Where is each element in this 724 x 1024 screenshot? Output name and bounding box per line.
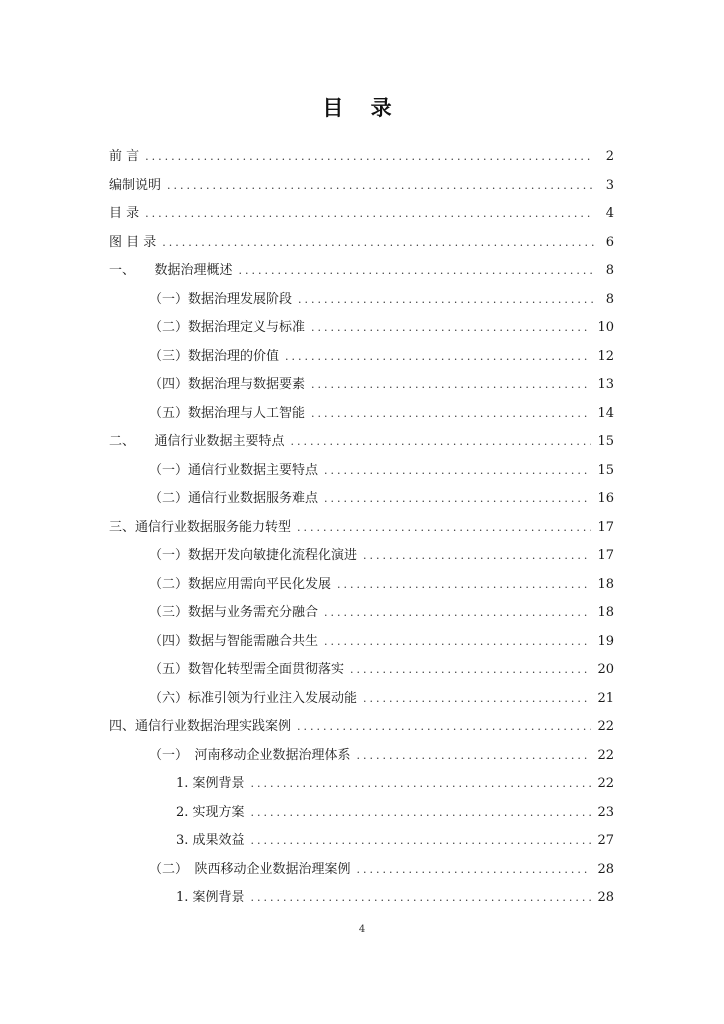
- toc-entry[interactable]: [109, 428, 614, 456]
- toc-entry-label: 3. 成果效益: [176, 833, 245, 848]
- toc-entry[interactable]: [149, 343, 614, 371]
- toc-entry[interactable]: [149, 542, 614, 570]
- toc-leader-dots: [251, 770, 592, 798]
- toc-entry[interactable]: [149, 571, 614, 599]
- toc-entry-label: 1. 案例背景: [176, 776, 245, 791]
- toc-entry-page: 8: [605, 263, 614, 278]
- toc-entry-label: （一）数据开发向敏捷化流程化演进: [149, 548, 358, 563]
- toc-entry-label: 二、 通信行业数据主要特点: [109, 434, 285, 449]
- toc-leader-dots: [298, 286, 594, 314]
- toc-entry-label: 一、 数据治理概述: [109, 263, 233, 278]
- toc-leader-dots: [145, 200, 594, 228]
- toc-entry[interactable]: [149, 400, 614, 428]
- toc-entry-page: 17: [597, 548, 614, 563]
- toc-leader-dots: [311, 371, 591, 399]
- toc-entry-page: 4: [605, 206, 614, 221]
- toc-leader-dots: [337, 571, 591, 599]
- toc-entry-label: （一） 河南移动企业数据治理体系: [149, 748, 351, 763]
- toc-entry-label: 三、通信行业数据服务能力转型: [109, 520, 292, 535]
- toc-entry-page: 12: [597, 349, 614, 364]
- toc-leader-dots: [291, 428, 592, 456]
- toc-entry-label: （五）数据治理与人工智能: [149, 406, 306, 421]
- toc-entry[interactable]: [149, 286, 614, 314]
- toc-entry[interactable]: [149, 742, 614, 770]
- toc-entry-label: （二）通信行业数据服务难点: [149, 491, 319, 506]
- toc-entry-page: 20: [597, 662, 614, 677]
- toc-leader-dots: [251, 799, 592, 827]
- toc-entry-page: 15: [597, 434, 614, 449]
- toc-entry[interactable]: [149, 656, 614, 684]
- toc-entry[interactable]: [149, 856, 614, 884]
- toc-entry[interactable]: [109, 257, 614, 285]
- toc-entry-label: （一）数据治理发展阶段: [149, 292, 293, 307]
- toc-entry[interactable]: [149, 685, 614, 713]
- toc-entry-page: 23: [597, 805, 614, 820]
- toc-entry-page: 28: [597, 862, 614, 877]
- toc-entry[interactable]: [176, 770, 614, 798]
- toc-entry-label: （四）数据与智能需融合共生: [149, 634, 319, 649]
- toc-entry-page: 22: [597, 776, 614, 791]
- toc-entry-label: （二） 陕西移动企业数据治理案例: [149, 862, 351, 877]
- toc-entry-label: 2. 实现方案: [176, 805, 245, 820]
- toc-leader-dots: [324, 628, 591, 656]
- toc-leader-dots: [311, 314, 591, 342]
- toc-entry[interactable]: [149, 485, 614, 513]
- toc-entry-page: 22: [597, 719, 614, 734]
- toc-entry[interactable]: [109, 229, 614, 257]
- toc-leader-dots: [363, 685, 591, 713]
- toc-leader-dots: [285, 343, 591, 371]
- toc-leader-dots: [297, 713, 591, 741]
- toc-entry[interactable]: [149, 371, 614, 399]
- toc-leader-dots: [162, 229, 594, 257]
- toc-entry-page: 13: [597, 377, 614, 392]
- toc-entry[interactable]: [149, 314, 614, 342]
- toc-entry[interactable]: [109, 143, 614, 171]
- toc-entry[interactable]: [109, 514, 614, 542]
- toc-leader-dots: [311, 400, 591, 428]
- toc-entry[interactable]: [176, 884, 614, 912]
- toc-leader-dots: [251, 827, 592, 855]
- toc-entry-label: 目 录: [109, 206, 140, 221]
- toc-leader-dots: [239, 257, 594, 285]
- toc-leader-dots: [357, 856, 592, 884]
- toc-entry-page: 2: [605, 149, 614, 164]
- toc-entry-label: 编制说明: [109, 178, 162, 193]
- page-number-footer: 4: [358, 924, 366, 935]
- toc-entry-page: 18: [597, 605, 614, 620]
- toc-entry-page: 22: [597, 748, 614, 763]
- toc-entry-page: 6: [605, 235, 614, 250]
- toc-entry[interactable]: [176, 827, 614, 855]
- toc-entry-page: 3: [605, 178, 614, 193]
- toc-entry[interactable]: [149, 457, 614, 485]
- toc-entry-page: 21: [597, 691, 614, 706]
- toc-entry-label: （三）数据与业务需充分融合: [149, 605, 319, 620]
- toc-entry-label: 1. 案例背景: [176, 890, 245, 905]
- toc-entry-page: 28: [597, 890, 614, 905]
- toc-entry-label: （四）数据治理与数据要素: [149, 377, 306, 392]
- toc-leader-dots: [363, 542, 591, 570]
- toc-entry[interactable]: [109, 200, 614, 228]
- toc-entry-label: （五）数智化转型需全面贯彻落实: [149, 662, 345, 677]
- toc-leader-dots: [324, 457, 591, 485]
- toc-entry-page: 14: [597, 406, 614, 421]
- toc-entry-page: 27: [597, 833, 614, 848]
- toc-entry-label: （六）标准引领为行业注入发展动能: [149, 691, 358, 706]
- toc-entry-page: 8: [605, 292, 614, 307]
- toc-entry-label: 图 目 录: [109, 235, 157, 250]
- toc-leader-dots: [350, 656, 591, 684]
- page-title: 目 录: [322, 96, 402, 120]
- toc-entry-label: （二）数据应用需向平民化发展: [149, 577, 332, 592]
- toc-entry[interactable]: [109, 172, 614, 200]
- toc-entry[interactable]: [176, 799, 614, 827]
- toc-entry[interactable]: [149, 628, 614, 656]
- toc-entry-page: 16: [597, 491, 614, 506]
- toc-leader-dots: [145, 143, 594, 171]
- toc-leader-dots: [251, 884, 592, 912]
- toc-entry-page: 19: [597, 634, 614, 649]
- toc-leader-dots: [357, 742, 592, 770]
- toc-entry-label: 四、通信行业数据治理实践案例: [109, 719, 292, 734]
- toc-entry-page: 10: [597, 320, 614, 335]
- toc-entry[interactable]: [109, 713, 614, 741]
- toc-entry-label: （一）通信行业数据主要特点: [149, 463, 319, 478]
- toc-entry-page: 18: [597, 577, 614, 592]
- toc-entry-label: 前 言: [109, 149, 140, 164]
- toc-leader-dots: [297, 514, 591, 542]
- toc-entry[interactable]: [149, 599, 614, 627]
- toc-entry-label: （二）数据治理定义与标准: [149, 320, 306, 335]
- toc-entry-label: （三）数据治理的价值: [149, 349, 280, 364]
- toc-entry-page: 15: [597, 463, 614, 478]
- toc-entry-page: 17: [597, 520, 614, 535]
- toc-leader-dots: [167, 172, 594, 200]
- toc-leader-dots: [324, 599, 591, 627]
- toc-leader-dots: [324, 485, 591, 513]
